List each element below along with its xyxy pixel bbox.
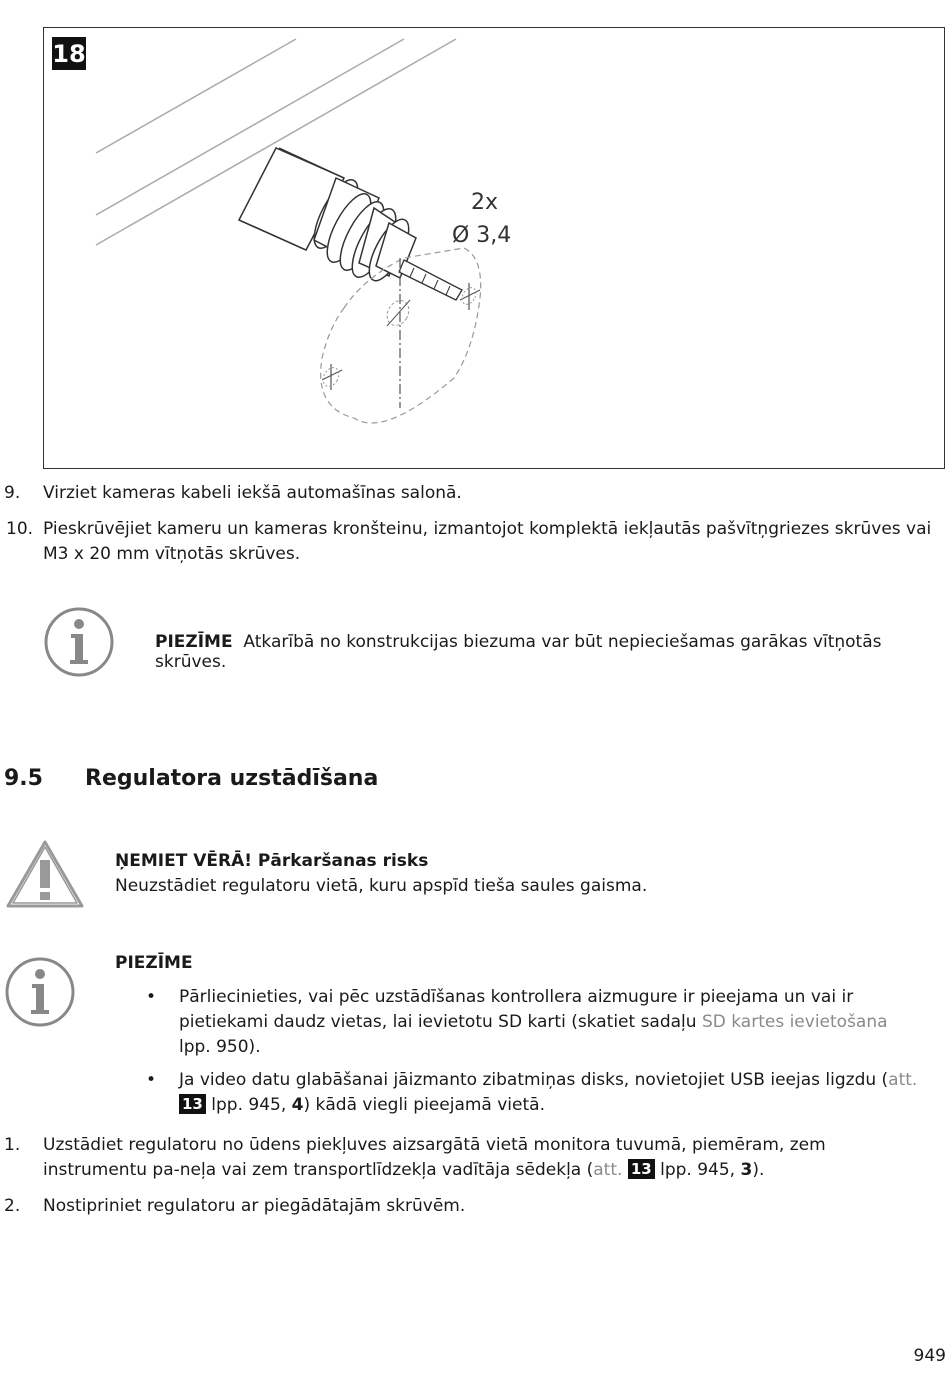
info-icon bbox=[4, 956, 76, 1028]
section-heading bbox=[4, 766, 378, 791]
bullet-text: ) kādā viegli pieejamā vietā. bbox=[303, 1095, 545, 1115]
figure-link[interactable]: att. bbox=[593, 1160, 623, 1180]
bullet-text: Pārliecinieties, vai pēc uzstādīšanas kontrollera aizmugure ir pieejama un vai ir pietiekami daudz vietas, lai ievietotu SD karti (skatiet sadaļu bbox=[179, 987, 854, 1032]
step-text: Pieskrūvējiet kameru un kameras kronšteinu, izmantojot komplektā iekļautās pašvītņgriezes skrūves vai M3 x 20 mm vītņotās skrūves. bbox=[43, 519, 932, 564]
step-number: 2. bbox=[4, 1196, 21, 1216]
step-number: 9. bbox=[4, 483, 21, 503]
note-box bbox=[0, 606, 945, 680]
step-text: Uzstādiet regulatoru no ūdens piekļuves aizsargātā vietā monitora tuvumā, piemēram, zem instrumentu pa-neļa vai zem transportlīdzekļa vadītāja sēdekļa (att. 13 lpp. 945, 3). bbox=[43, 1135, 826, 1180]
drill-illustration bbox=[44, 28, 944, 468]
figure-link[interactable]: att. bbox=[888, 1070, 918, 1090]
warning-icon bbox=[4, 838, 86, 910]
sd-card-link[interactable]: SD kartes ievietošana bbox=[701, 1012, 888, 1032]
step-number: 1. bbox=[4, 1135, 21, 1155]
bullet: • bbox=[146, 1070, 157, 1090]
step-text: Virziet kameras kabeli iekšā automašīnas salonā. bbox=[43, 483, 462, 503]
figure-tag: 13 bbox=[628, 1159, 655, 1179]
item-number: 3 bbox=[740, 1160, 753, 1180]
note-bullets bbox=[146, 985, 924, 1126]
step-number: 10. bbox=[6, 519, 34, 539]
label-count: 2x bbox=[471, 190, 499, 215]
note-text: Atkarībā no konstrukcijas biezuma var būt nepieciešamas garākas vītņotās skrūves. bbox=[155, 632, 882, 672]
step-text: Nostipriniet regulatoru ar piegādātajām skrūvēm. bbox=[43, 1196, 466, 1216]
section-number: 9.5 bbox=[4, 766, 43, 791]
page-number: 949 bbox=[913, 1346, 946, 1366]
section-title: Regulatora uzstādīšana bbox=[85, 766, 379, 791]
list-item bbox=[146, 985, 924, 1060]
warning-box bbox=[0, 838, 945, 910]
item-number: 4 bbox=[291, 1095, 304, 1115]
note-label: PIEZĪME bbox=[155, 632, 233, 652]
bullet-text: lpp. 945, bbox=[205, 1095, 292, 1115]
note-label: PIEZĪME bbox=[115, 953, 193, 973]
bullet-text: lpp. 950). bbox=[179, 1037, 261, 1057]
warning-title: ŅEMIET VĒRĀ! Pārkaršanas risks bbox=[115, 851, 429, 871]
info-icon bbox=[43, 606, 115, 678]
figure-badge: 18 bbox=[52, 37, 86, 70]
bullet-text: Ja video datu glabāšanai jāizmanto zibatmiņas disks, novietojiet USB ieejas ligzdu ( bbox=[179, 1070, 889, 1090]
figure-18 bbox=[43, 27, 945, 469]
list-item bbox=[146, 1068, 924, 1118]
warning-text: Neuzstādiet regulatoru vietā, kuru apspīd tieša saules gaisma. bbox=[115, 876, 648, 896]
label-diameter: Ø 3,4 bbox=[452, 223, 512, 248]
note-box-2 bbox=[0, 953, 945, 1115]
figure-tag: 13 bbox=[179, 1094, 206, 1114]
note-content bbox=[155, 632, 945, 672]
bullet: • bbox=[146, 987, 157, 1007]
